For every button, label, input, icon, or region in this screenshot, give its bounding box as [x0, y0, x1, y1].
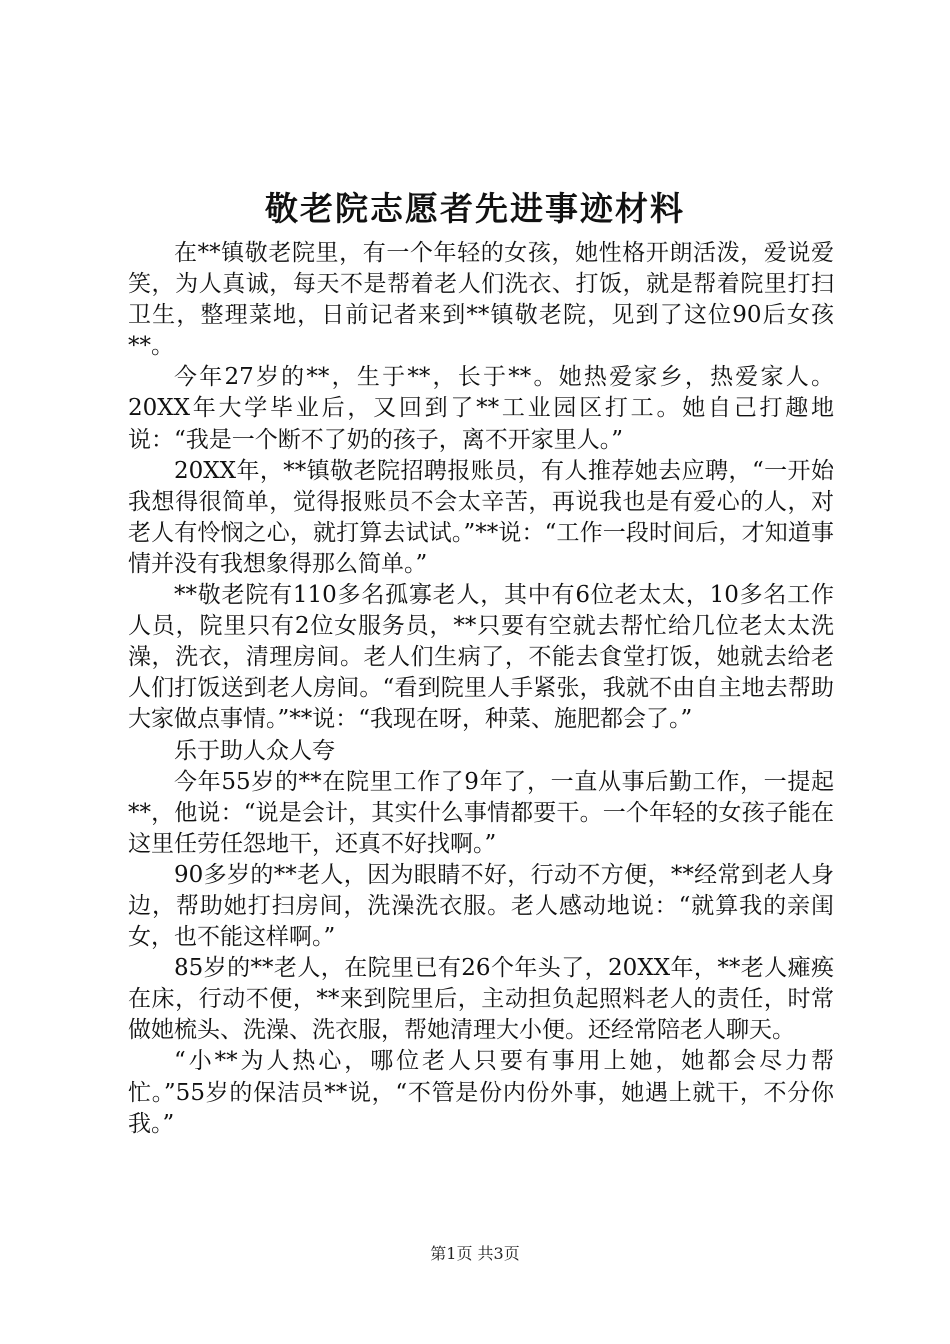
paragraph: 85岁的**老人，在院里已有26个年头了，20XX年，**老人瘫痪在床，行动不便，**来到院里后，主动担负起照料老人的责任，时常做她梳头、洗澡、洗衣服，帮她清理大小便。还经常陪老人聊天。: [128, 955, 834, 1044]
paragraph: 今年55岁的**在院里工作了9年了，一直从事后勤工作，一提起**，他说：“说是会计，其实什么事情都要干。一个年轻的女孩子能在这里任劳任怨地干，还真不好找啊。”: [128, 768, 834, 857]
document-body: [128, 238, 834, 1140]
paragraph: 90多岁的**老人，因为眼睛不好，行动不方便，**经常到老人身边，帮助她打扫房间，洗澡洗衣服。老人感动地说：“就算我的亲闺女，也不能这样啊。”: [128, 861, 834, 951]
paragraph: 今年27岁的**，生于**，长于**。她热爱家乡，热爱家人。20XX年大学毕业后，又回到了**工业园区打工。她自己打趣地说：“我是一个断不了奶的孩子，离不开家里人。”: [128, 364, 834, 453]
paragraph: **敬老院有110多名孤寡老人，其中有6位老太太，10多名工作人员，院里只有2位女服务员，**只要有空就去帮忙给几位老太太洗澡，洗衣，清理房间。老人们生病了，不能去食堂打饭，她就去给老人们打饭送到老人房间。“看到院里人手紧张，我就不由自主地去帮助大家做点事情。”**说：“我现在呀，种菜、施肥都会了。”: [128, 582, 834, 733]
paragraph: 在**镇敬老院里，有一个年轻的女孩，她性格开朗活泼，爱说爱笑，为人真诚，每天不是帮着老人们洗衣、打饭，就是帮着院里打扫卫生，整理菜地，日前记者来到**镇敬老院，见到了这位90后女孩**。: [128, 240, 834, 360]
section-heading: 乐于助人众人夸: [174, 737, 335, 764]
page-footer: 第1页 共3页: [430, 1244, 520, 1263]
document-title: 敬老院志愿者先进事迹材料: [265, 189, 685, 228]
paragraph: “小**为人热心，哪位老人只要有事用上她，她都会尽力帮忙。”55岁的保洁员**说，“不管是份内份外事，她遇上就干，不分你我。”: [128, 1048, 834, 1137]
paragraph: 20XX年，**镇敬老院招聘报账员，有人推荐她去应聘，“一开始我想得很简单，觉得报账员不会太辛苦，再说我也是有爱心的人，对老人有怜悯之心，就打算去试试。”**说：“工作一段时间后，才知道事情并没有我想象得那么简单。”: [128, 457, 834, 577]
